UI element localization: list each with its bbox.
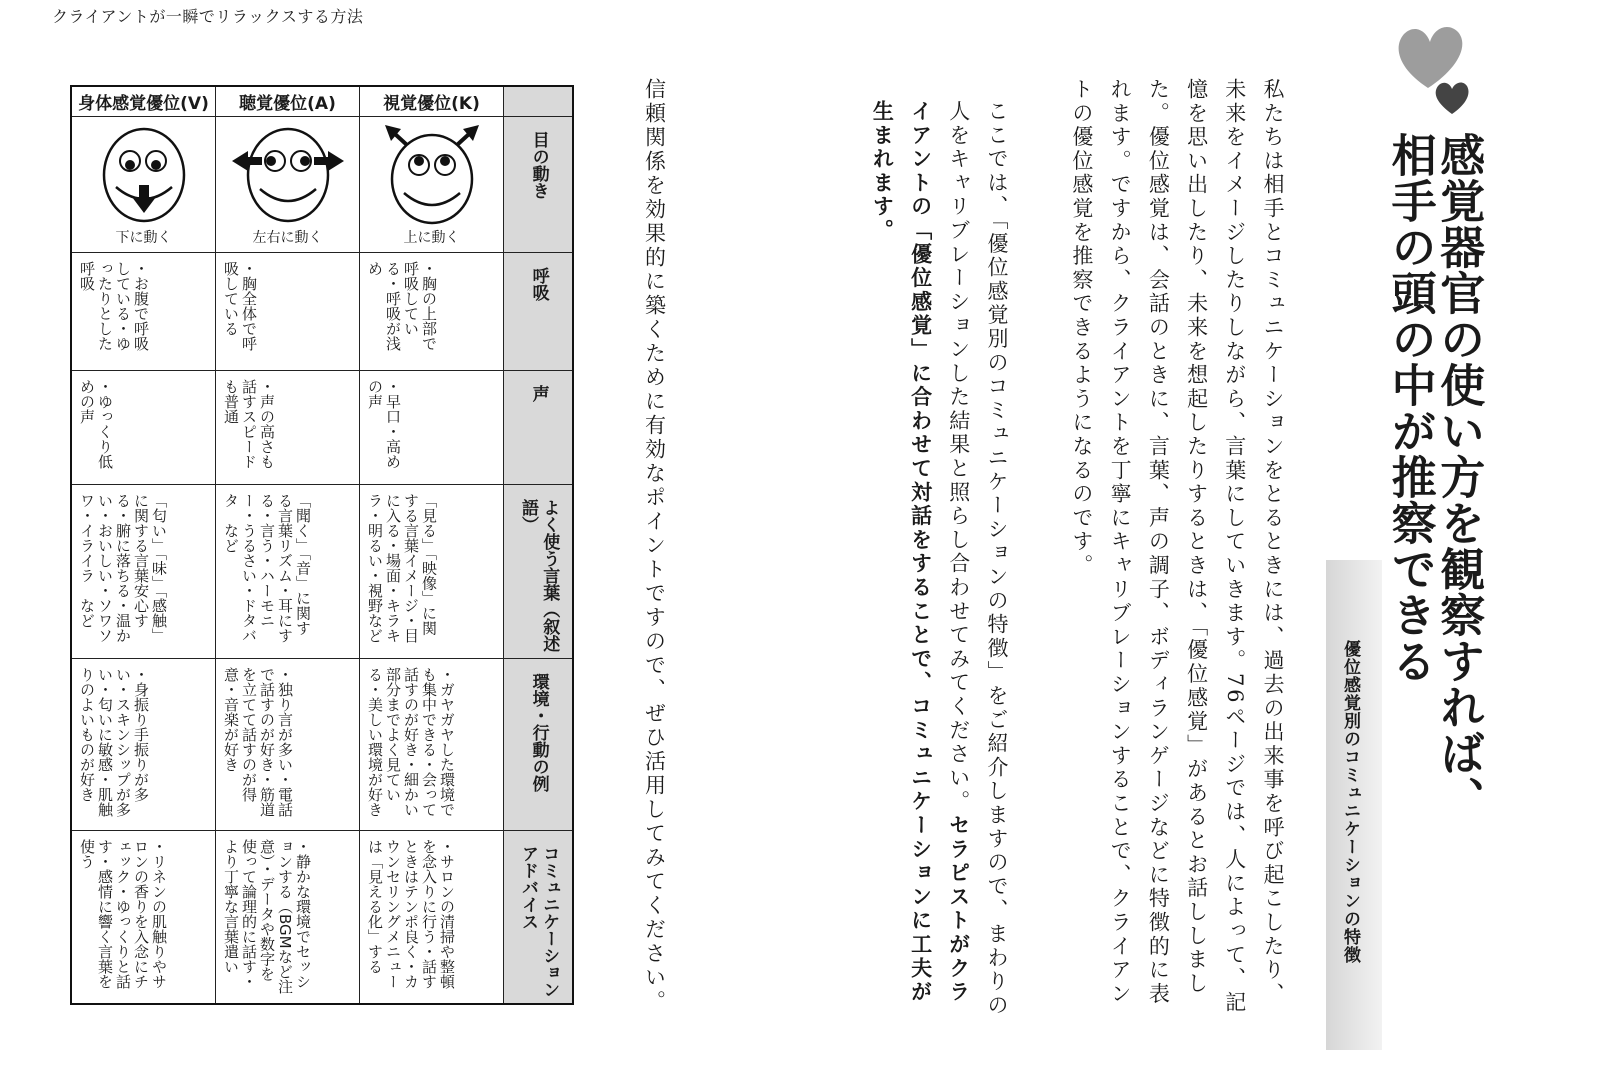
focus-paragraph bbox=[870, 100, 1016, 1020]
row-header-environment: 環境・行動の例 bbox=[504, 659, 572, 831]
breath-cell-a: ・胸全体で呼吸している bbox=[216, 253, 360, 371]
eye-cell-v bbox=[72, 117, 216, 253]
intro-paragraph bbox=[1056, 78, 1292, 1028]
words-cell-a: 「聞く」「音」に関する言葉リズム・耳にする・言う・ハーモニー・うるさい・ドタバタ など bbox=[216, 485, 360, 659]
sensory-table bbox=[70, 85, 574, 1005]
eye-cell-a bbox=[216, 117, 360, 253]
section-label: 優位感覚別のコミュニケーションの特徴 bbox=[1340, 640, 1360, 964]
title-line-2: 相手の頭の中が推察できる bbox=[1383, 132, 1437, 684]
breath-cell-v: ・お腹で呼吸している・ゆったりとした呼吸 bbox=[72, 253, 216, 371]
eye-caption-k: 上に動く bbox=[403, 230, 460, 246]
row-header-eye: 目の動き bbox=[504, 117, 572, 253]
env-cell-v: ・身振り手振りが多い・スキンシップが多い・匂いに敏感・肌触りのよいものが好き bbox=[72, 659, 216, 831]
env-cell-k: ・ガヤガヤした環境でも集中できる・会って話すのが好き・細かい部分までよく見ている・美しい環境が好き bbox=[360, 659, 504, 831]
table-corner bbox=[504, 87, 572, 117]
row-header-advice: コミュニケーションアドバイス bbox=[504, 831, 572, 1003]
focus-text: ここでは、「優位感覚別のコミュニケーションの特徴」をご紹介しますので、まわりの人をキャリブレーションした結果と照らし合わせてみてください。 bbox=[946, 100, 1009, 1018]
column-header-k: 視覚優位(K) bbox=[360, 87, 504, 117]
face-eyes-down-icon bbox=[94, 121, 194, 225]
words-cell-v: 「匂い」「味」「感触」に関する言葉安心する・腑に落ちる・温かい・おいしい・ソワソワ・イライラ など bbox=[72, 485, 216, 659]
column-header-v: 身体感覚優位(V) bbox=[72, 87, 216, 117]
face-eyes-sideways-icon bbox=[228, 121, 348, 225]
page-title bbox=[1383, 132, 1486, 822]
column-header-a: 聴覚優位(A) bbox=[216, 87, 360, 117]
advice-cell-v: ・リネンの肌触りやサロンの香りを入念にチェック・ゆっくりと話す・感情に響く言葉を使う bbox=[72, 831, 216, 1003]
heart-decoration-icon bbox=[1390, 18, 1480, 118]
running-head: クライアントが一瞬でリラックスする方法 bbox=[52, 7, 364, 26]
env-cell-a: ・独り言が多い・電話で話すのが好き・筋道を立てて話すのが得意・音楽が好き bbox=[216, 659, 360, 831]
row-header-voice: 声 bbox=[504, 371, 572, 485]
voice-cell-a: ・声の高さも話すスピードも普通 bbox=[216, 371, 360, 485]
closing-line: 信頼関係を効果的に築くために有効なポイントですので、ぜひ活用してみてください。 bbox=[642, 78, 667, 1014]
row-header-words: よく使う言葉（叙述語） bbox=[504, 485, 572, 659]
title-line-1: 感覚器官の使い方を観察すれば、 bbox=[1432, 132, 1486, 822]
advice-cell-k: ・サロンの清掃や整頓を念入りに行う・話すときはテンポ良く・カウンセリングメニューは「見える化」する bbox=[360, 831, 504, 1003]
row-header-breath: 呼吸 bbox=[504, 253, 572, 371]
face-eyes-up-icon bbox=[377, 121, 487, 225]
voice-cell-v: ・ゆっくり低めの声 bbox=[72, 371, 216, 485]
intro-text: 私たちは相手とコミュニケーションをとるときには、過去の出来事を呼び起こしたり、未来をイメージしたりしながら、言葉にしていきます。76ページでは、人によって、記憶を思い出したり、未来を想起したりするときは、「優位感覚」があるとお話ししました。優位感覚は、会話のときに、言葉、声の調子、ボディランゲージなどに特徴的に表れます。ですから、クライアントを丁寧にキャリブレーションすることで、クライアントの優位感覚を推察できるようになるのです。 bbox=[1069, 78, 1285, 1015]
breath-cell-k: ・胸の上部で呼吸している・呼吸が浅め bbox=[360, 253, 504, 371]
eye-cell-k bbox=[360, 117, 504, 253]
voice-cell-k: ・早口・高めの声 bbox=[360, 371, 504, 485]
advice-cell-a: ・静かな環境でセッションする（BGMなど注意）・データや数字を使って論理的に話す・より丁寧な言葉遣い bbox=[216, 831, 360, 1003]
eye-caption-a: 左右に動く bbox=[252, 230, 323, 246]
eye-caption-v: 下に動く bbox=[115, 230, 172, 246]
focus-bold-text: セラピストがクライアントの「優位感覚」に合わせて対話をすることで、コミュニケーションに工夫が生まれます。 bbox=[870, 100, 972, 1005]
words-cell-k: 「見る」「映像」に関する言葉イメージ・目に入る・場面・キラキラ・明るい・視野など bbox=[360, 485, 504, 659]
